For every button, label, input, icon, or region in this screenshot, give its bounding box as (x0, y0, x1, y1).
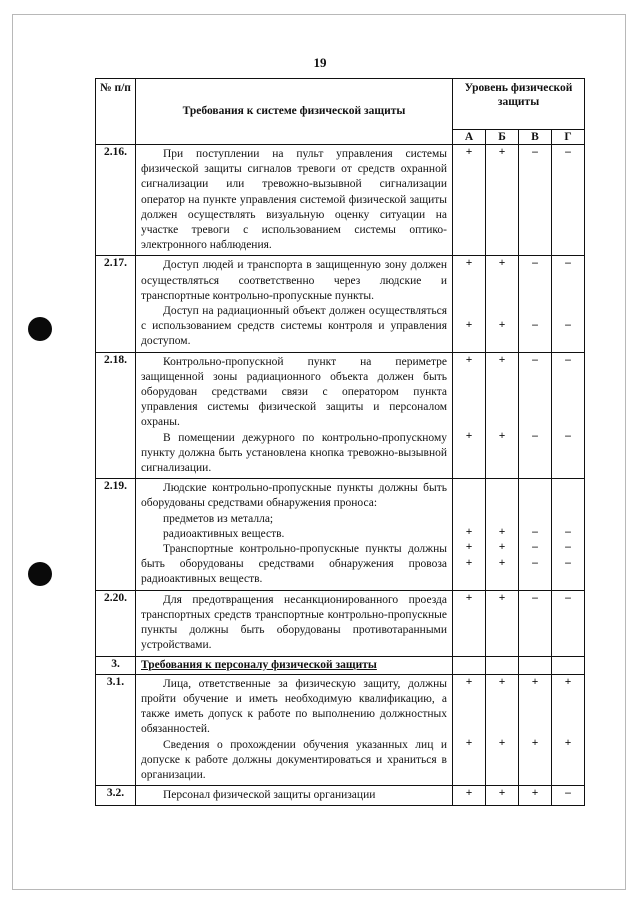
paragraph: Для предотвращения несанкционированного проезда транспортных средств транспортные контрольно-пропускные пункты должны быть оборудованы противотаранными устройствами. (141, 593, 447, 652)
level-g-cell (552, 786, 585, 806)
level-a-cell (453, 256, 486, 352)
binder-hole (28, 317, 52, 341)
level-g-cell (552, 674, 585, 785)
header-level-g: Г (552, 130, 585, 145)
row-number: 2.19. (96, 479, 136, 590)
paragraph: Транспортные контрольно-пропускные пункты должны быть оборудованы средствами обнаружения провоза радиоактивных веществ. (141, 543, 447, 586)
level-mark: + (465, 318, 473, 331)
level-g-cell (552, 590, 585, 656)
requirement-text (136, 256, 453, 352)
level-a-cell (453, 479, 486, 590)
level-mark: – (565, 526, 571, 539)
level-a-cell (453, 145, 486, 256)
level-g-cell (552, 256, 585, 352)
level-mark: + (498, 353, 506, 366)
paragraph: Сведения о прохождении обучения указанных лиц и допуске к работе должны документироваться и храниться в организации. (141, 738, 447, 781)
level-b-cell (486, 256, 519, 352)
level-mark: + (498, 556, 506, 569)
level-mark: + (465, 591, 473, 604)
header-level-a: А (453, 130, 486, 145)
requirements-table (95, 78, 585, 806)
level-mark: + (465, 736, 473, 749)
level-v-cell (519, 590, 552, 656)
list-item: радиоактивных веществ. (163, 527, 285, 540)
level-b-cell (486, 479, 519, 590)
level-mark: + (465, 675, 473, 688)
level-mark: – (565, 429, 571, 442)
level-mark: – (532, 353, 538, 366)
level-mark: – (565, 257, 571, 270)
level-mark: – (565, 318, 571, 331)
level-mark: + (531, 675, 539, 688)
paragraph: Доступ на радиационный объект должен осуществляться с использованием средств системы контроля и управления доступом. (141, 305, 447, 348)
level-mark: – (532, 591, 538, 604)
level-v-cell (519, 479, 552, 590)
level-mark: – (565, 541, 571, 554)
level-mark: – (565, 556, 571, 569)
empty-cell (519, 656, 552, 674)
level-mark: + (531, 787, 539, 800)
table-row (96, 590, 585, 656)
section-title: Требования к персоналу физической защиты (136, 656, 453, 674)
paragraph: Доступ людей и транспорта в защищенную зону должен осуществляться соответственно через людские и транспортные контрольно-пропускные пункты. (141, 259, 447, 302)
table-row (96, 786, 585, 806)
level-mark: – (532, 541, 538, 554)
level-mark: + (498, 146, 506, 158)
paragraph: Персонал физической защиты организации (163, 789, 376, 802)
requirement-text (136, 674, 453, 785)
level-b-cell (486, 786, 519, 806)
level-mark: + (465, 353, 473, 366)
level-v-cell (519, 256, 552, 352)
level-mark: + (498, 736, 506, 749)
header-requirements: Требования к системе физической защиты (136, 79, 453, 145)
paragraph: Лица, ответственные за физическую защиту, должны пройти обучение и иметь необходимую квалификацию, а также иметь допуск к работе по выполнению должностных обязанностей. (141, 677, 447, 736)
level-mark: + (498, 526, 506, 539)
row-number: 3.2. (96, 786, 136, 806)
table-row (96, 256, 585, 352)
requirement-text (136, 145, 453, 256)
page-number: 19 (313, 55, 327, 70)
level-mark: – (532, 257, 538, 270)
paragraph: В помещении дежурного по контрольно-пропускному пункту должна быть установлена кнопка тревожно-вызывной сигнализации. (141, 431, 447, 475)
header-number: № п/п (96, 79, 136, 145)
level-g-cell (552, 352, 585, 479)
level-mark: – (532, 526, 538, 539)
level-mark: – (565, 591, 571, 604)
level-a-cell (453, 786, 486, 806)
level-a-cell (453, 590, 486, 656)
table-row (96, 674, 585, 785)
level-mark: + (465, 526, 473, 539)
requirement-text (136, 352, 453, 479)
level-mark: + (465, 429, 473, 442)
level-mark: – (565, 353, 571, 366)
table-row (96, 145, 585, 256)
paragraph: При поступлении на пульт управления системы физической защиты сигналов тревоги от средств охранной сигнализации или тревожно-вызывной сигнализации оператор на пункте управления системой физической защиты должен осуществлять визуальную оценку ситуации на участке тревоги с использованием системы оптико-электронного наблюдения. (141, 148, 447, 252)
level-v-cell (519, 352, 552, 479)
header-level-v: В (519, 130, 552, 145)
level-mark: + (465, 541, 473, 554)
requirement-text (136, 786, 453, 806)
paragraph: Контрольно-пропускной пункт на периметре защищенной зоны радиационного объекта должен быть оборудован средствами связи с оператором пункта управления системы физической защиты и персоналом охраны. (141, 355, 447, 429)
level-mark: + (498, 675, 506, 688)
level-mark: + (498, 541, 506, 554)
level-v-cell (519, 786, 552, 806)
level-b-cell (486, 145, 519, 256)
level-b-cell (486, 352, 519, 479)
empty-cell (453, 656, 486, 674)
level-mark: + (465, 787, 473, 800)
level-mark: + (465, 257, 473, 270)
binder-hole (28, 562, 52, 586)
section-row (96, 656, 585, 674)
row-number: 2.18. (96, 352, 136, 479)
level-mark: + (465, 556, 473, 569)
level-mark: + (498, 591, 506, 604)
section-number: 3. (96, 656, 136, 674)
level-b-cell (486, 590, 519, 656)
level-mark: – (532, 556, 538, 569)
level-mark: – (565, 146, 571, 158)
header-protection-level: Уровень физической защиты (453, 79, 585, 130)
level-mark: – (532, 429, 538, 442)
requirement-text (136, 590, 453, 656)
row-number: 2.16. (96, 145, 136, 256)
level-mark: + (564, 675, 572, 688)
requirement-text (136, 479, 453, 590)
paragraph: Людские контрольно-пропускные пункты должны быть оборудованы средствами обнаружения проноса: (141, 482, 447, 510)
level-a-cell (453, 674, 486, 785)
level-mark: – (565, 787, 571, 800)
empty-cell (486, 656, 519, 674)
level-a-cell (453, 352, 486, 479)
list-item: предметов из металла; (163, 512, 274, 525)
level-mark: + (564, 736, 572, 749)
level-mark: + (498, 429, 506, 442)
row-number: 2.20. (96, 590, 136, 656)
level-mark: – (532, 318, 538, 331)
level-v-cell (519, 145, 552, 256)
level-mark: – (532, 146, 538, 158)
level-g-cell (552, 145, 585, 256)
table-row (96, 352, 585, 479)
level-v-cell (519, 674, 552, 785)
level-mark: + (531, 736, 539, 749)
level-g-cell (552, 479, 585, 590)
level-mark: + (498, 787, 506, 800)
header-level-b: Б (486, 130, 519, 145)
empty-cell (552, 656, 585, 674)
level-mark: + (498, 257, 506, 270)
level-mark: + (498, 318, 506, 331)
level-b-cell (486, 674, 519, 785)
row-number: 2.17. (96, 256, 136, 352)
row-number: 3.1. (96, 674, 136, 785)
level-mark: + (465, 146, 473, 158)
table-row (96, 479, 585, 590)
